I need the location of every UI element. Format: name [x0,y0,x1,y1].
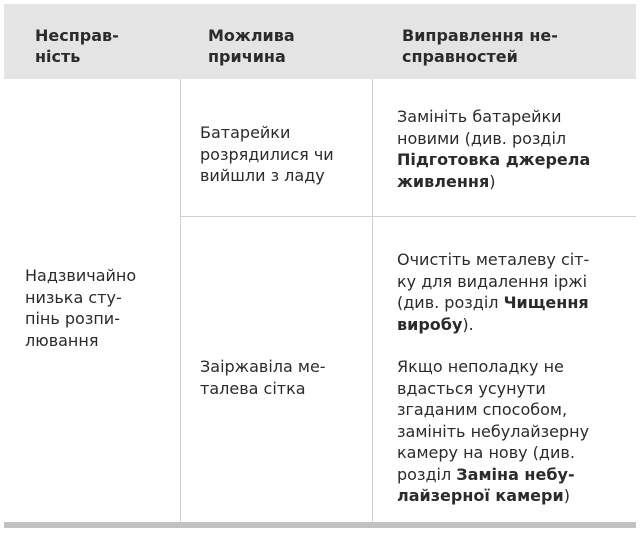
fix-cell-2-part-1: Очистіть металеву сіт- ку для видалення іржі (див. розділ Чищення виробу). [397,250,590,334]
column-divider-1 [180,79,181,522]
header-fix: Виправлення не- справностей [402,26,558,66]
fix-cell-1: Замініть батарейки новими (див. розділ Підготовка джерела живлення) [397,107,591,191]
cause-cell-1: Батарейки розрядилися чи вийшли з ладу [200,123,334,185]
fix-cell-2-part-2: Якщо неполадку не вдасться усунути згаданим способом, замініть небулайзерну камеру на нову (див. розділ Заміна небу- лайзерної камери) [397,357,590,505]
row-divider [180,216,636,217]
cause-cell-2: Заіржавіла ме- талева сітка [200,357,326,398]
header-cause: Можлива причина [208,26,295,66]
table-header [4,4,636,79]
fault-cell: Надзвичайно низька сту- пінь розпи- лювання [25,266,137,350]
header-fault: Несправ- ність [35,26,119,66]
column-divider-2 [372,79,373,522]
table-bottom-border [4,522,636,528]
